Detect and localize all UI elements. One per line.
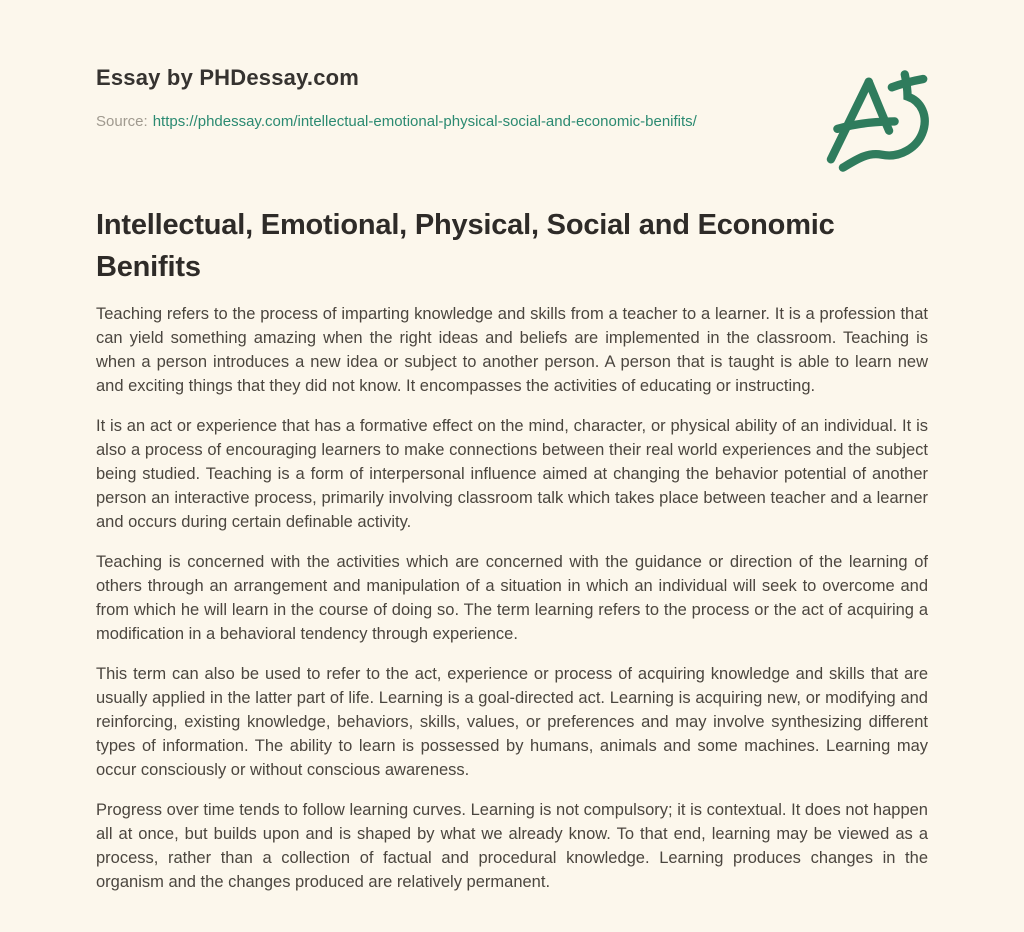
essay-content [96,64,928,910]
essay-paragraph-2: It is an act or experience that has a formative effect on the mind, character, or physical ability of an individual. It is also a process of encouraging learners to make connections between their real world experiences and the subject being studied. Teaching is a form of interpersonal influence aimed at changing the behavior potential of another person an interactive process, primarily involving classroom talk which takes place between teacher and a learner and occurs during certain definable activity. [96,417,928,531]
essay-title: Intellectual, Emotional, Physical, Social and Economic Benifits [96,209,835,283]
source-line [96,110,721,134]
source-link[interactable]: https://phdessay.com/intellectual-emotional-physical-social-and-economic-benifits/ [152,113,697,130]
essay-paragraph-5: Progress over time tends to follow learning curves. Learning is not compulsory; it is contextual. It does not happen all at once, but builds upon and is shaped by what we already know. To that end, learning may be viewed as a process, rather than a collection of factual and procedural knowledge. Learning produces changes in the organism and the changes produced are relatively permanent. [96,801,928,891]
a-plus-logo-icon [818,66,938,176]
source-label: Source: [96,113,148,130]
essay-paragraph-4: This term can also be used to refer to the act, experience or process of acquiring knowledge and skills that are usually applied in the latter part of life. Learning is a goal-directed act. Learning is acquiring new, or modifying and reinforcing, existing knowledge, behaviors, skills, values, or preferences and may involve synthesizing different types of information. The ability to learn is possessed by humans, animals and some machines. Learning may occur consciously or without conscious awareness. [96,665,928,779]
essay-paragraph-1: Teaching refers to the process of imparting knowledge and skills from a teacher to a learner. It is a profession that can yield something amazing when the right ideas and beliefs are implemented in the classroom. Teaching is when a person introduces a new idea or subject to another person. A person that is taught is able to learn new and exciting things that they did not know. It encompasses the activities of educating or instructing. [96,305,928,395]
essay-body [96,204,928,894]
essay-paragraph-3: Teaching is concerned with the activities which are concerned with the guidance or direction of the learning of others through an arrangement and manipulation of a situation in which an individual will seek to overcome and from which he will learn in the course of doing so. The term learning refers to the process or the act of acquiring a modification in a behavioral tendency through experience. [96,553,928,643]
essay-header [96,64,928,134]
byline: Essay by PHDessay.com [96,65,360,90]
